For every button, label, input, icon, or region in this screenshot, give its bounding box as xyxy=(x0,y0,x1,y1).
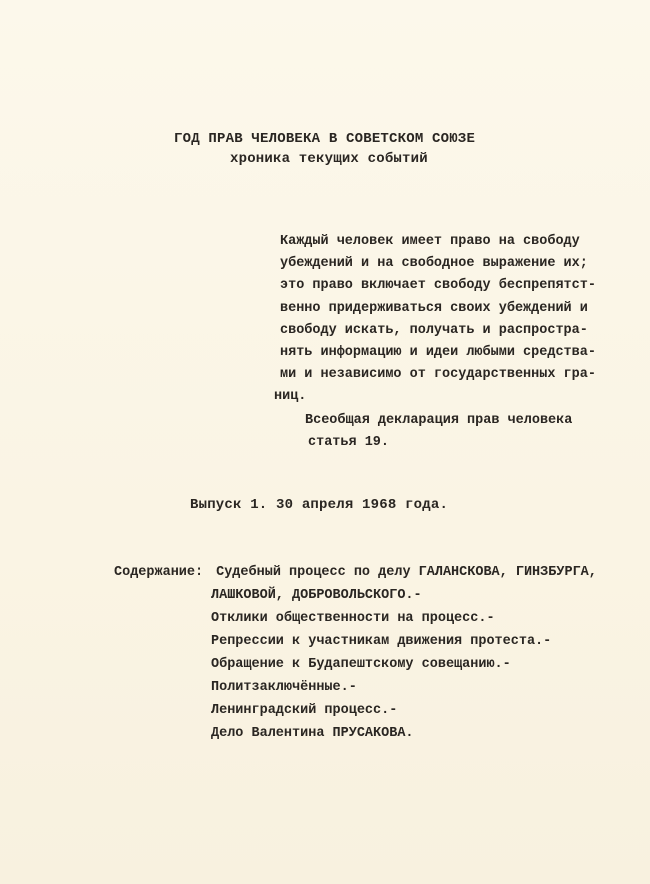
contents-row xyxy=(114,561,597,584)
epigraph-line: это право включает свободу беспрепятст- xyxy=(280,278,596,294)
contents-row xyxy=(114,584,597,607)
contents-item: Обращение к Будапештскому совещанию.- xyxy=(211,657,511,672)
contents-item: Дело Валентина ПРУСАКОВА. xyxy=(211,726,414,741)
epigraph xyxy=(274,231,596,409)
contents-row xyxy=(114,607,597,630)
table-of-contents xyxy=(114,561,597,745)
contents-item: Репрессии к участникам движения протеста.- xyxy=(211,634,552,649)
contents-row xyxy=(114,653,597,676)
epigraph-line: свободу искать, получать и распростра- xyxy=(280,322,588,338)
epigraph-source xyxy=(305,410,572,454)
contents-item: Отклики общественности на процесс.- xyxy=(211,611,495,626)
contents-item: Ленинградский процесс.- xyxy=(211,703,398,718)
contents-row xyxy=(114,722,597,745)
epigraph-line: ниц. xyxy=(274,389,307,405)
contents-item: Судебный процесс по делу ГАЛАНСКОВА, ГИНЗБУРГА, xyxy=(216,565,597,580)
document-title: ГОД ПРАВ ЧЕЛОВЕКА В СОВЕТСКОМ СОЮЗЕ xyxy=(174,131,476,147)
document-subtitle: хроника текущих событий xyxy=(230,151,428,167)
contents-row xyxy=(114,630,597,653)
contents-item: Политзаключённые.- xyxy=(211,680,357,695)
epigraph-line: Каждый человек имеет право на свободу xyxy=(280,234,580,249)
contents-item: ЛАШКОВОЙ, ДОБРОВОЛЬСКОГО.- xyxy=(211,588,422,603)
epigraph-source-line: статья 19. xyxy=(308,435,390,450)
epigraph-source-line: Всеобщая декларация прав человека xyxy=(305,413,573,428)
issue-line: Выпуск 1. 30 апреля 1968 года. xyxy=(190,497,449,513)
epigraph-line: ми и независимо от государственных гра- xyxy=(280,367,596,383)
contents-row xyxy=(114,699,597,722)
contents-label: Содержание: xyxy=(114,565,204,580)
epigraph-line: убеждений и на свободное выражение их; xyxy=(280,256,588,272)
epigraph-line: венно придерживаться своих убеждений и xyxy=(280,300,588,316)
epigraph-line: нять информацию и идеи любыми средства- xyxy=(280,344,596,360)
contents-row xyxy=(114,676,597,699)
